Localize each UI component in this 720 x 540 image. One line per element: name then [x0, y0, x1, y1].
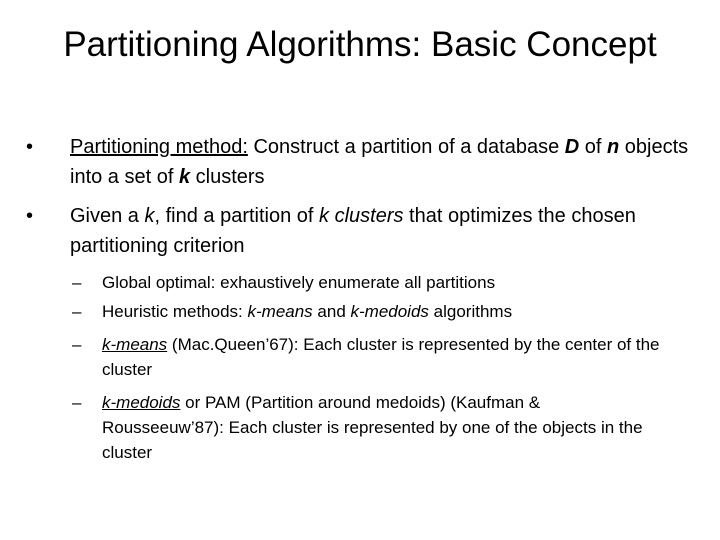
term-k-means: k-means: [102, 335, 168, 354]
bullet-text: that optimizes the chosen partitioning criterion: [70, 205, 636, 257]
subbullet-marker: –: [72, 335, 82, 354]
bullet-text: Given a: [70, 205, 145, 227]
subbullet-text: Global optimal: exhaustively enumerate all partitions: [102, 273, 496, 292]
subbullet-text: or PAM (Partition around medoids) (Kaufman & Rousseeuw’87): Each cluster is represented by one of the objects in the cluster: [102, 393, 643, 462]
term-partitioning-method: Partitioning method:: [70, 136, 248, 158]
subbullet-heuristic-methods: [72, 299, 662, 324]
bullet-text: , find a partition of: [154, 205, 320, 227]
term-k-medoids: k-medoids: [102, 393, 181, 412]
var-k-clusters: k clusters: [319, 205, 404, 227]
bullet-text: objects into a set of: [70, 136, 689, 188]
var-n: n: [607, 136, 620, 158]
subbullet-k-medoids: [72, 390, 662, 465]
var-k: k: [178, 166, 191, 188]
bullet-text: Construct a partition of a database: [247, 136, 565, 158]
subbullet-marker: –: [72, 273, 82, 292]
subbullet-marker: –: [72, 393, 82, 412]
term-k-means: k-means: [247, 302, 313, 321]
subbullet-text: (Mac.Queen’67): Each cluster is represented by the center of the cluster: [102, 335, 660, 379]
bullet-given-k: [26, 201, 690, 261]
bullet-marker: •: [26, 136, 34, 158]
term-k-medoids: k-medoids: [350, 302, 429, 321]
slide-title: Partitioning Algorithms: Basic Concept: [63, 25, 657, 64]
bullet-partitioning-method: [26, 132, 690, 192]
subbullet-text: algorithms: [428, 302, 513, 321]
subbullet-k-means: [72, 332, 662, 382]
subbullet-text: Heuristic methods:: [102, 302, 248, 321]
bullet-text: clusters: [190, 166, 265, 188]
bullet-marker: •: [26, 205, 34, 227]
bullet-text: of: [579, 136, 607, 158]
var-d: D: [564, 136, 580, 158]
var-k: k: [144, 205, 155, 227]
subbullet-global-optimal: [72, 270, 662, 295]
subbullet-text: and: [312, 302, 351, 321]
subbullet-marker: –: [72, 302, 82, 321]
